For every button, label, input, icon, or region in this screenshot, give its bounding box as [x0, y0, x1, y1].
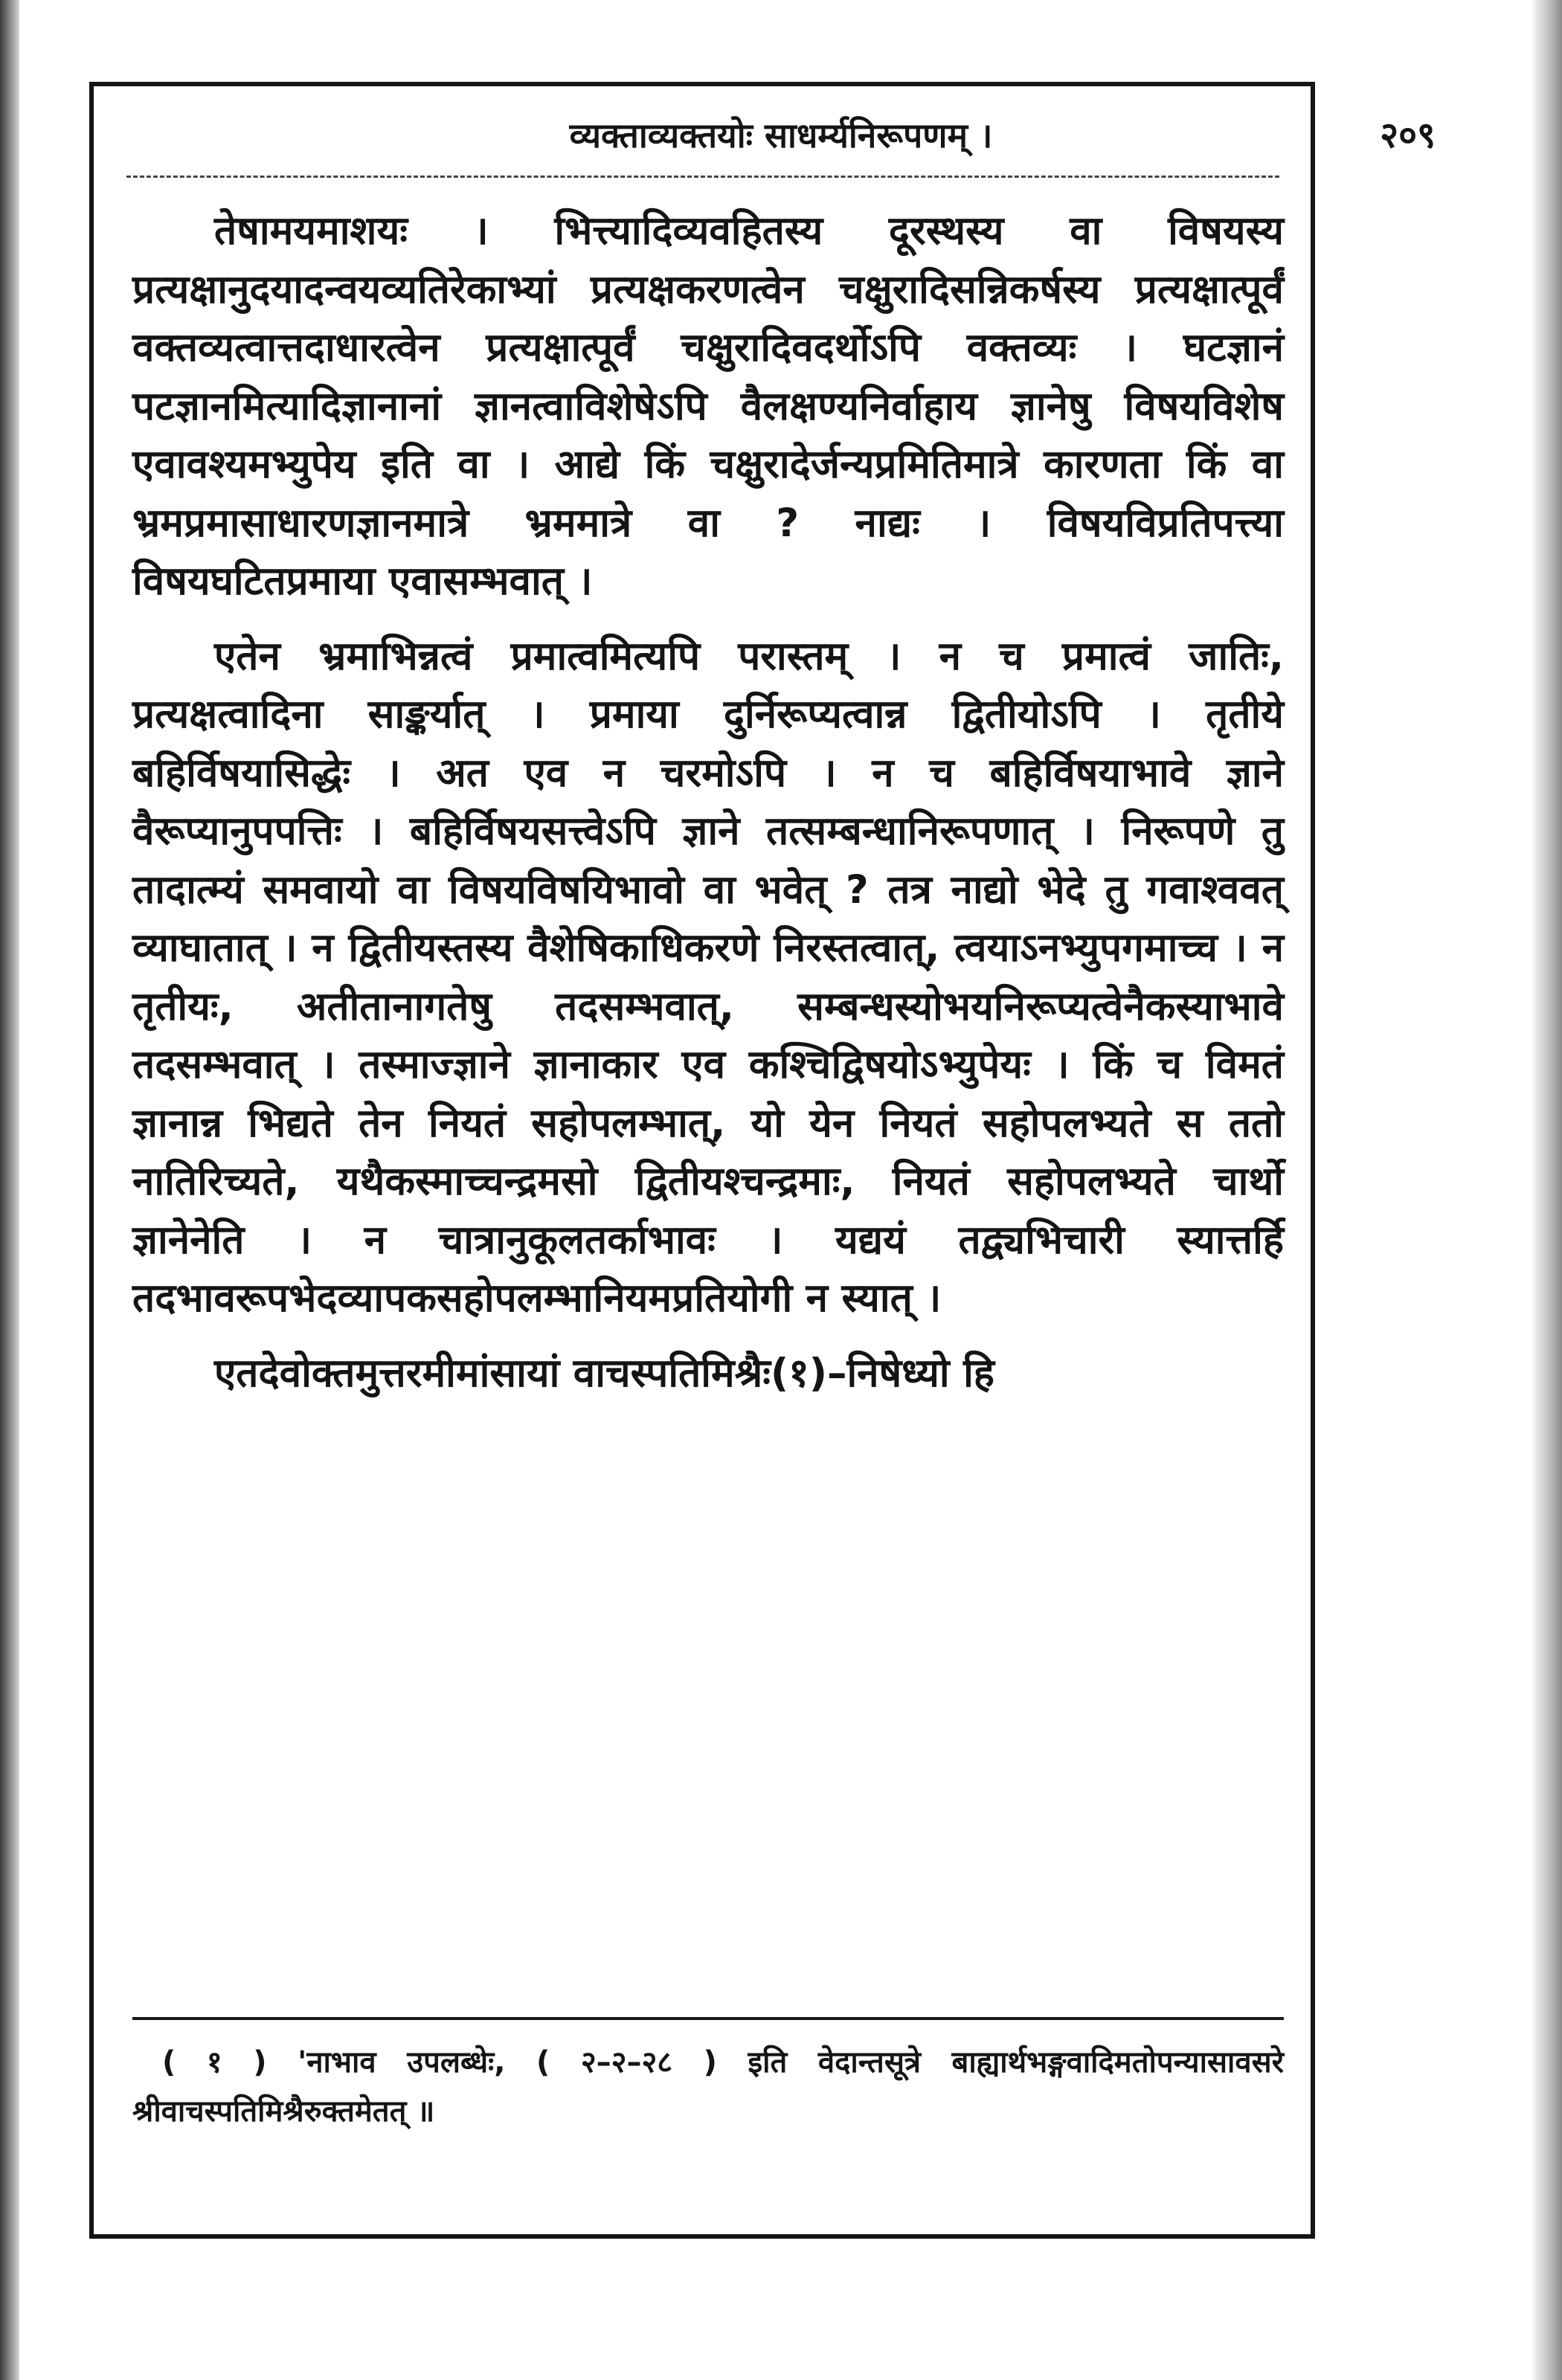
paragraph-2: एतेन भ्रमाभिन्नत्वं प्रमात्वमित्यपि परास्तम् । न च प्रमात्वं जातिः, प्रत्यक्षत्वादिना साङ्कर्यात् । प्रमाया दुर्निरूप्यत्वान्न द्वितीयोऽपि । तृतीये बहिर्विषयासिद्धेः । अत एव न चरमोऽपि । न च बहिर्विषयाभावे ज्ञाने वैरूप्यानुपपत्तिः । बहिर्विषयसत्त्वेऽपि ज्ञाने तत्सम्बन्धानिरूपणात् । निरूपणे तु तादात्म्यं समवायो वा विषयविषयिभावो वा भवेत् ? तत्र नाद्यो भेदे तु गवाश्ववत् व्याघातात् । न द्वितीयस्तस्य वैशेषिकाधिकरणे निरस्तत्वात्, त्वयाऽनभ्युपगमाच्च । न तृतीयः, अतीतानागतेषु तदसम्भवात्, सम्बन्धस्योभयनिरूप्यत्वेनैकस्याभावे तदसम्भवात् । तस्माज्ज्ञाने ज्ञानाकार एव कश्चिद्विषयोऽभ्युपेयः । किं च विमतं ज्ञानान्न भिद्यते तेन नियतं सहोपलम्भात्, यो येन नियतं सहोपलभ्यते स ततो नातिरिच्यते, यथैकस्माच्चन्द्रमसो द्वितीयश्चन्द्रमाः, नियतं सहोपलभ्यते चार्थो ज्ञानेनेति । न चात्रानुकूलतर्काभावः । यद्ययं तद्व्यभिचारी स्यात्तर्हि तदभावरूपभेदव्यापकसहोपलम्भानियमप्रतियोगी न स्यात् । [132, 633, 1284, 1321]
scan-right-edge [1532, 0, 1562, 2380]
header-title: व्यक्ताव्यक्तयोः साधर्म्यनिरूपणम् । [569, 115, 993, 155]
main-text [132, 202, 1284, 1403]
running-header [97, 106, 1465, 165]
scan-left-edge [0, 0, 19, 2380]
footnote-divider [132, 2017, 1284, 2020]
paragraph-1: तेषामयमाशयः । भित्त्यादिव्यवहितस्य दूरस्थस्य वा विषयस्य प्रत्यक्षानुदयादन्वयव्यतिरेकाभ्यां प्रत्यक्षकरणत्वेन चक्षुरादिसन्निकर्षस्य प्रत्यक्षात्पूर्वं वक्तव्यत्वात्तदाधारत्वेन प्रत्यक्षात्पूर्वं चक्षुरादिवदर्थोऽपि वक्तव्यः । घटज्ञानं पटज्ञानमित्यादिज्ञानानां ज्ञानत्वाविशेषेऽपि वैलक्षण्यनिर्वाहाय ज्ञानेषु विषयविशेष एवावश्यमभ्युपेय इति वा । आद्ये किं चक्षुरादेर्जन्यप्रमितिमात्रे कारणता किं वा भ्रमप्रमासाधारणज्ञानमात्रे भ्रममात्रे वा ? नाद्यः । विषयविप्रतिपत्त्या विषयघटितप्रमाया एवासम्भवात् । [132, 208, 1284, 604]
page-number: २०९ [1380, 115, 1436, 156]
header-divider [126, 176, 1279, 178]
footnote: ( १ ) 'नाभाव उपलब्धेः, ( २–२–२८ ) इति वेदान्तसूत्रे बाह्यार्थभङ्गवादिमतोपन्यासावसरे श्रीवाचस्पतिमिश्रैरुक्तमेतत् ॥ [132, 2045, 1284, 2129]
paragraph-3: एतदेवोक्तमुत्तरमीमांसायां वाचस्पतिमिश्रैः(१)–निषेध्यो हि [214, 1350, 994, 1396]
